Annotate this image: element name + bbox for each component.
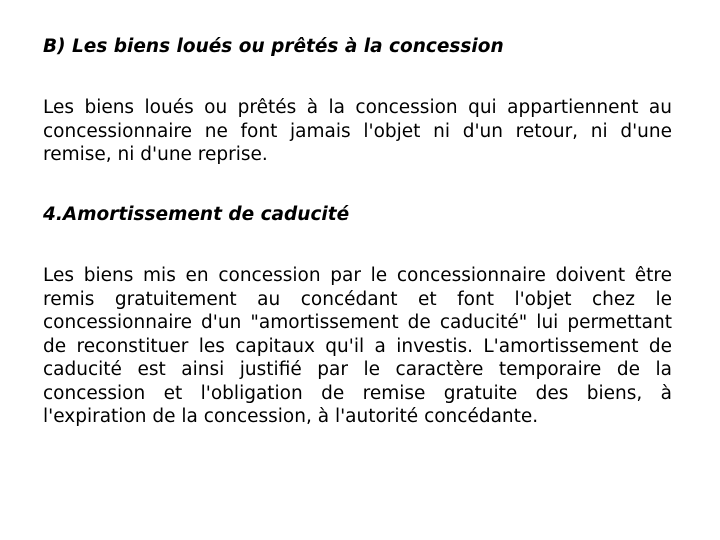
section-4-heading: 4.Amortissement de caducité bbox=[43, 204, 350, 225]
slide-content bbox=[43, 0, 672, 540]
section-b-heading: B) Les biens loués ou prêtés à la concession bbox=[43, 36, 504, 57]
section-b-paragraph: Les biens loués ou prêtés à la concession qui appartiennent au concessionnaire ne font jamais l'objet ni d'un retour, ni d'une remise, ni d'une reprise. bbox=[43, 97, 672, 165]
section-4-paragraph: Les biens mis en concession par le concessionnaire doivent être remis gratuitement au concédant et font l'objet chez le concessionnaire d'un "amortissement de caducité" lui permettant de reconstituer les capitaux qu'il a investis. L'amortissement de caducité est ainsi justifié par le caractère temporaire de la concession et l'obligation de remise gratuite des biens, à l'expiration de la concession, à l'autorité concédante. bbox=[43, 265, 672, 427]
